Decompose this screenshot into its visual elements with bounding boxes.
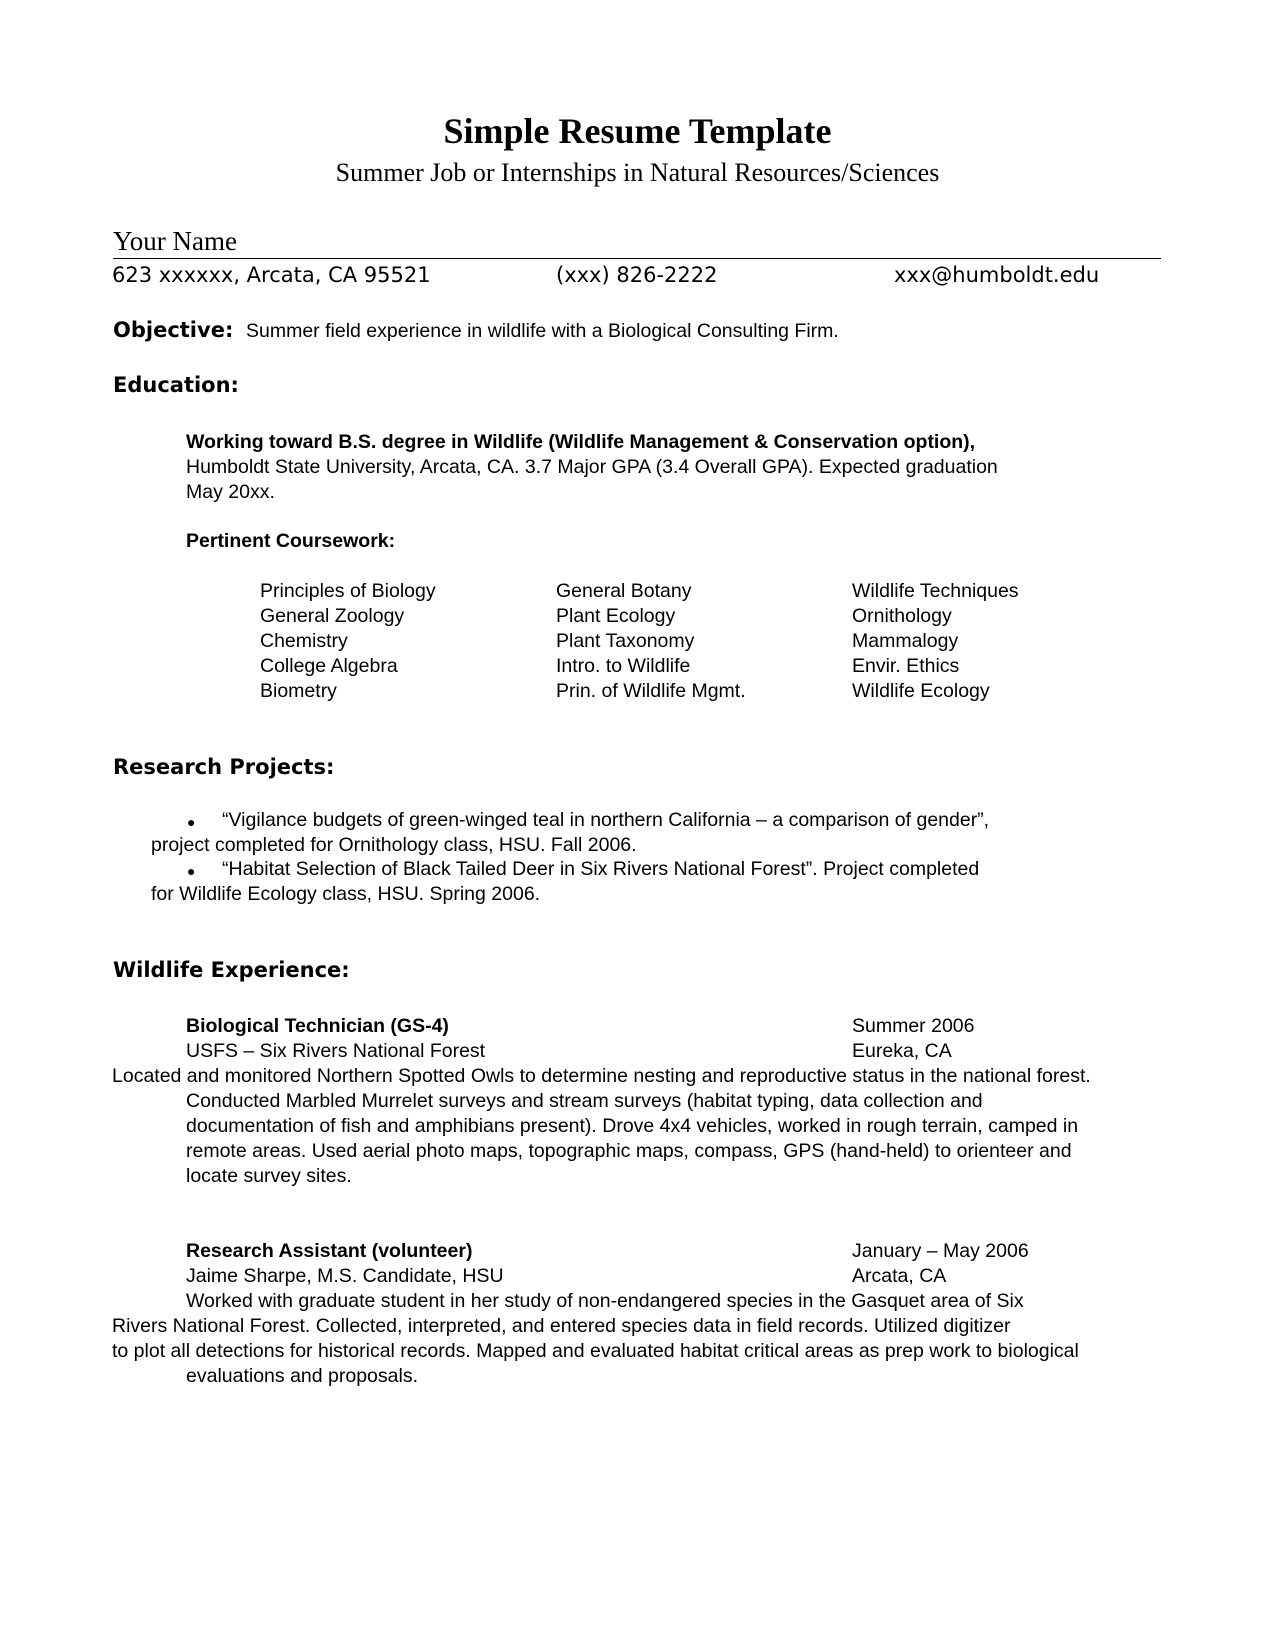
education-degree: Working toward B.S. degree in Wildlife (Wildlife Management & Conservation option),: [186, 431, 976, 453]
course-item: Wildlife Ecology: [852, 680, 990, 702]
job-organization: USFS – Six Rivers National Forest: [186, 1040, 486, 1062]
page-subtitle: Summer Job or Internships in Natural Resources/Sciences: [335, 158, 940, 187]
bullet-icon: ●: [187, 863, 196, 879]
research-heading: Research Projects:: [113, 755, 335, 779]
course-item: College Algebra: [260, 655, 398, 677]
education-graduation-line: May 20xx.: [186, 481, 275, 503]
job-location: Eureka, CA: [852, 1040, 952, 1062]
contact-email: xxx@humboldt.edu: [894, 263, 1100, 287]
experience-heading: Wildlife Experience:: [113, 958, 350, 982]
name-underline: [113, 258, 1161, 259]
course-item: Biometry: [260, 680, 337, 702]
course-item: General Zoology: [260, 605, 405, 627]
job-description-line: documentation of fish and amphibians present). Drove 4x4 vehicles, worked in rough terrain, camped in: [186, 1115, 1079, 1137]
job-description-line: remote areas. Used aerial photo maps, topographic maps, compass, GPS (hand-held) to orienteer and: [186, 1140, 1072, 1162]
job-date: Summer 2006: [852, 1015, 975, 1037]
job-date: January – May 2006: [852, 1240, 1029, 1262]
job-description-line: to plot all detections for historical records. Mapped and evaluated habitat critical areas as prep work to biological: [112, 1340, 1079, 1362]
course-item: Mammalogy: [852, 630, 959, 652]
job-description-line: evaluations and proposals.: [186, 1365, 418, 1387]
job-description-line: Located and monitored Northern Spotted Owls to determine nesting and reproductive status in the national forest.: [112, 1065, 1091, 1087]
job-title: Research Assistant (volunteer): [186, 1240, 473, 1262]
course-item: General Botany: [556, 580, 692, 602]
course-item: Prin. of Wildlife Mgmt.: [556, 680, 746, 702]
job-description-line: Conducted Marbled Murrelet surveys and stream surveys (habitat typing, data collection and: [186, 1090, 983, 1112]
course-item: Plant Ecology: [556, 605, 676, 627]
objective-text: Summer field experience in wildlife with a Biological Consulting Firm.: [246, 320, 839, 342]
job-description-line: Rivers National Forest. Collected, interpreted, and entered species data in field records. Utilized digitizer: [112, 1315, 1011, 1337]
job-organization: Jaime Sharpe, M.S. Candidate, HSU: [186, 1265, 504, 1287]
page-title: Simple Resume Template: [443, 111, 832, 151]
course-item: Intro. to Wildlife: [556, 655, 691, 677]
research-project-line: for Wildlife Ecology class, HSU. Spring 2006.: [151, 883, 541, 905]
research-project-line: “Habitat Selection of Black Tailed Deer in Six Rivers National Forest”. Project completed: [222, 858, 980, 880]
course-item: Wildlife Techniques: [852, 580, 1019, 602]
course-item: Ornithology: [852, 605, 952, 627]
course-item: Plant Taxonomy: [556, 630, 695, 652]
applicant-name: Your Name: [113, 226, 238, 256]
contact-phone: (xxx) 826-2222: [556, 263, 718, 287]
contact-address: 623 xxxxxx, Arcata, CA 95521: [112, 263, 431, 287]
research-project-line: “Vigilance budgets of green-winged teal in northern California – a comparison of gender”,: [222, 809, 990, 831]
objective-heading: Objective:: [113, 318, 234, 342]
education-school-line: Humboldt State University, Arcata, CA. 3.7 Major GPA (3.4 Overall GPA). Expected graduation: [186, 456, 998, 478]
course-item: Principles of Biology: [260, 580, 436, 602]
bullet-icon: ●: [187, 814, 196, 830]
course-item: Envir. Ethics: [852, 655, 960, 677]
job-location: Arcata, CA: [852, 1265, 947, 1287]
job-title: Biological Technician (GS-4): [186, 1015, 449, 1037]
course-item: Chemistry: [260, 630, 348, 652]
research-project-line: project completed for Ornithology class, HSU. Fall 2006.: [151, 834, 637, 856]
job-description-line: Worked with graduate student in her study of non-endangered species in the Gasquet area of Six: [186, 1290, 1024, 1312]
job-description-line: locate survey sites.: [186, 1165, 352, 1187]
coursework-heading: Pertinent Coursework:: [186, 530, 396, 552]
education-heading: Education:: [113, 373, 239, 397]
